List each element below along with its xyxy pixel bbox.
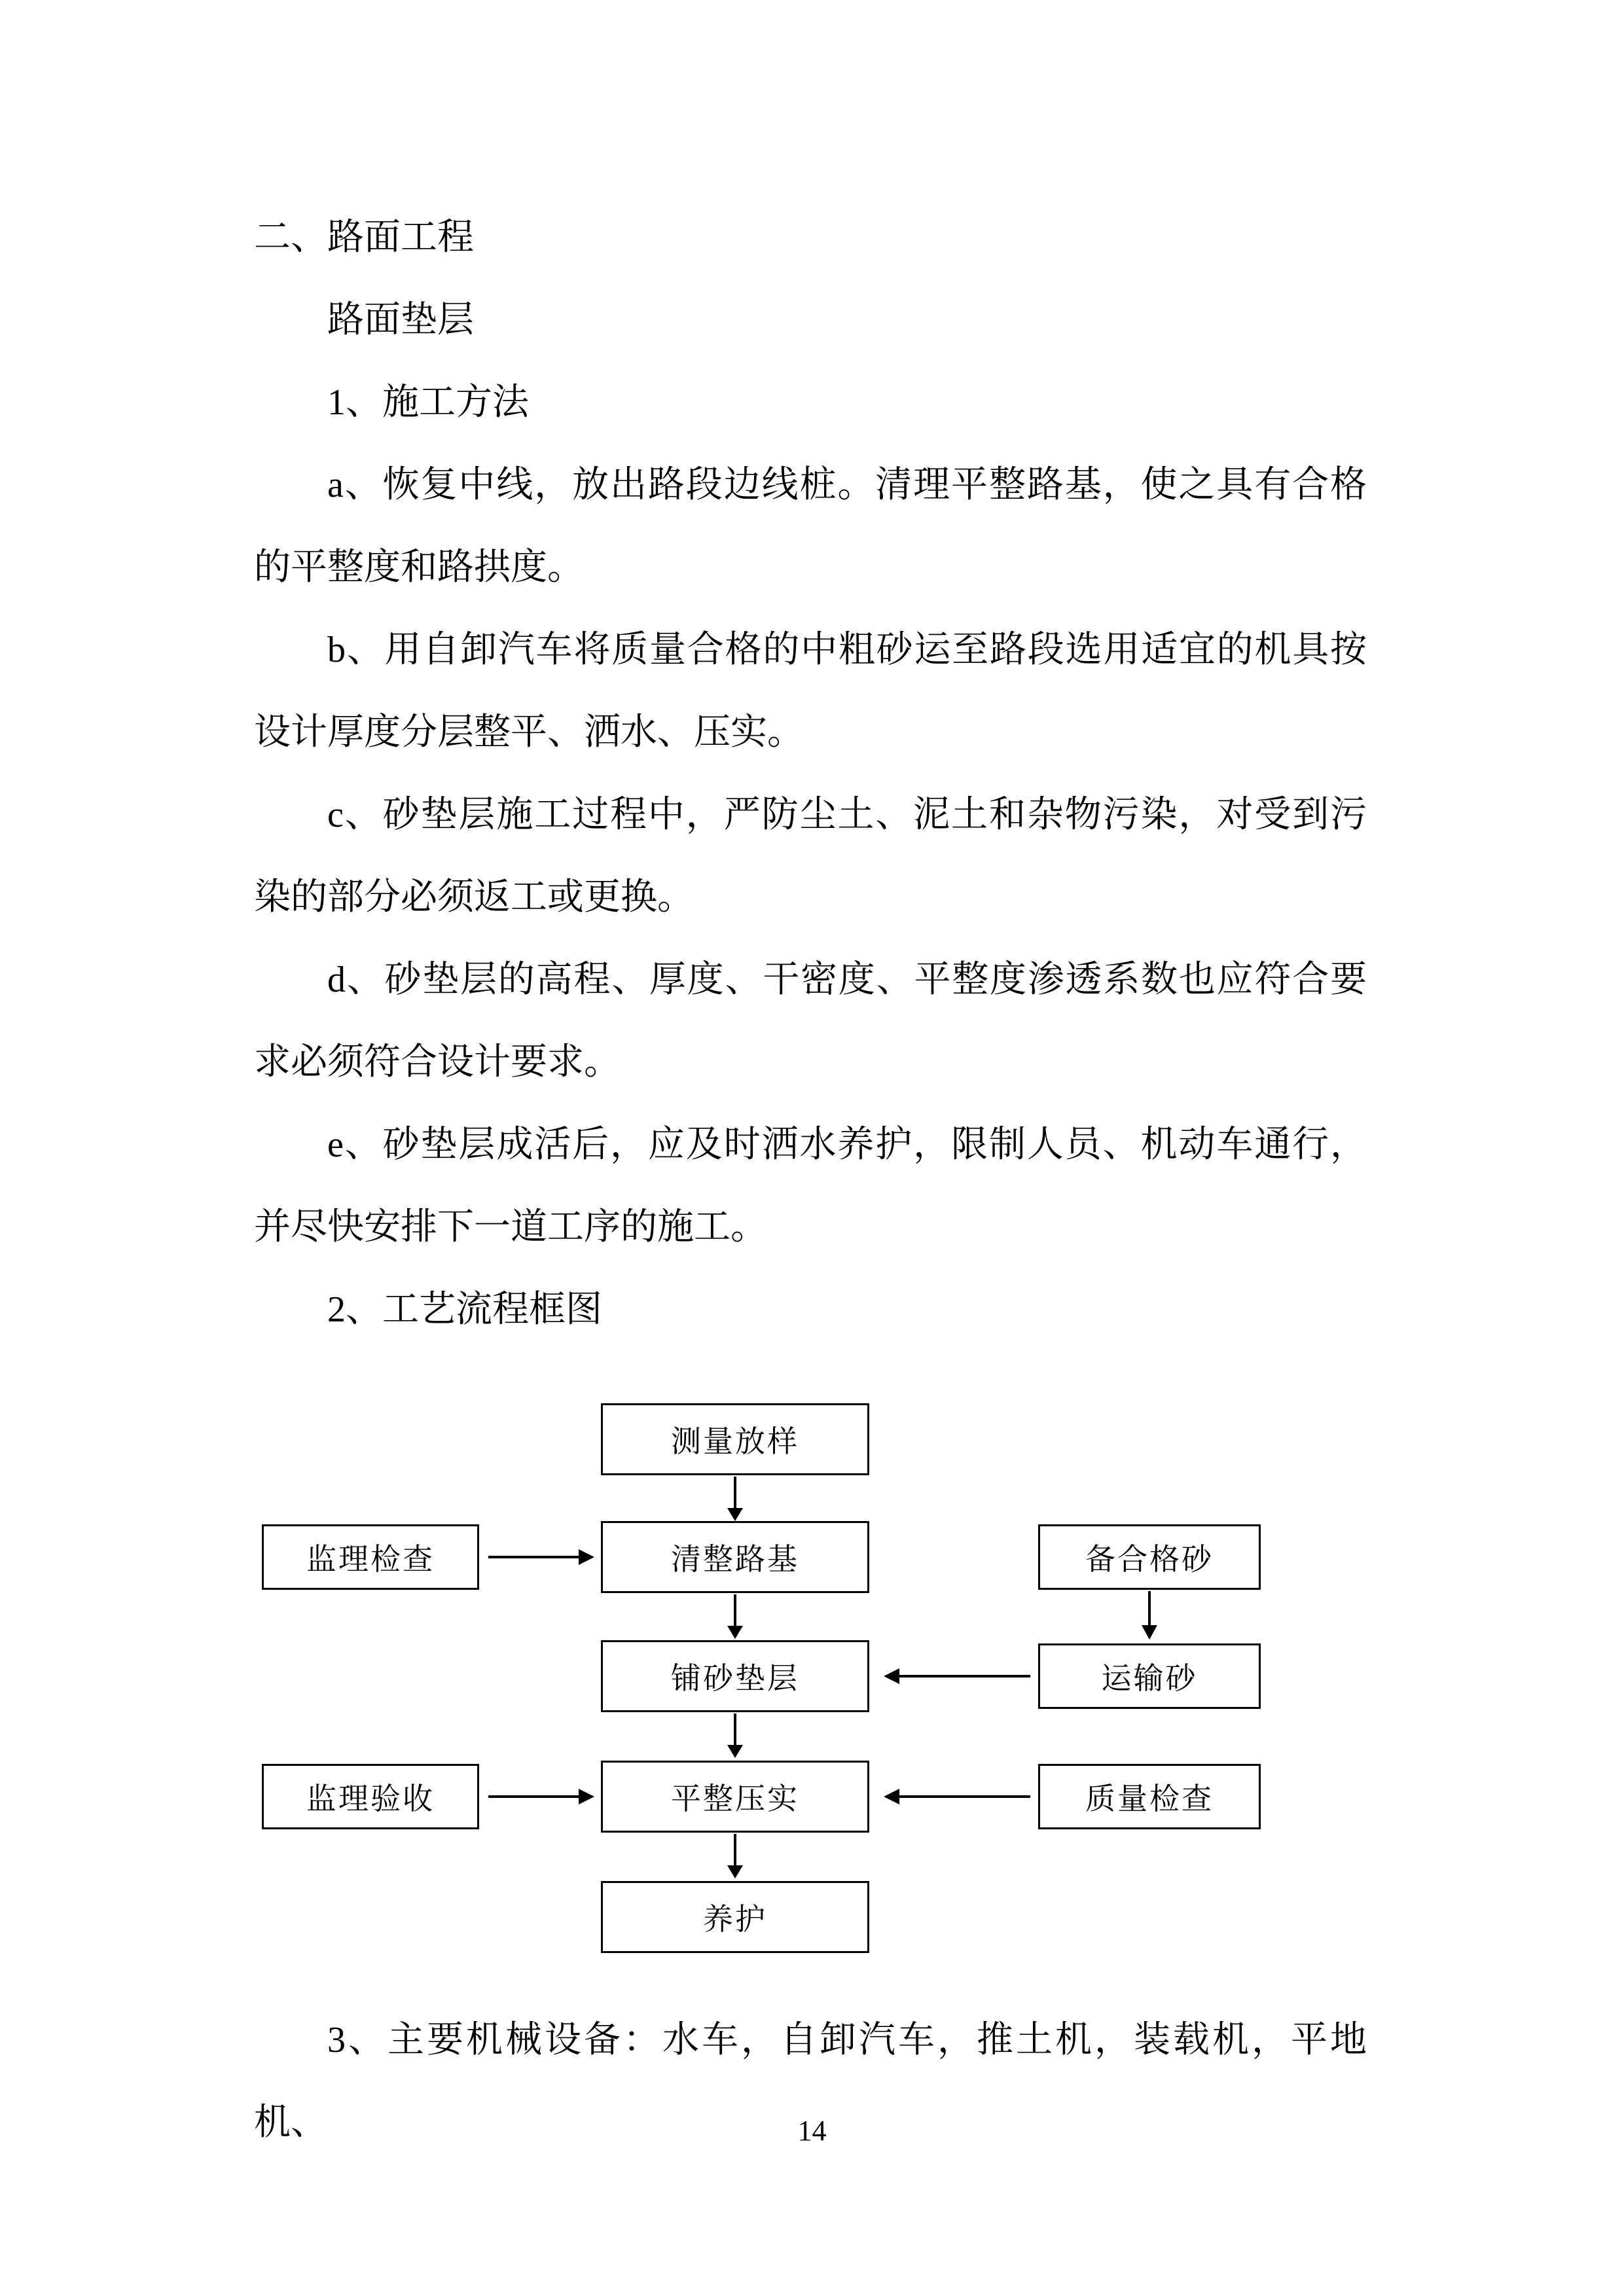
flow-box-supervision-check bbox=[262, 1524, 479, 1590]
flow-box-survey bbox=[601, 1403, 869, 1475]
flow-box-level-compact bbox=[601, 1761, 869, 1833]
flow-box-lay-sand-cushion bbox=[601, 1640, 869, 1712]
flow-box-transport-sand bbox=[1038, 1643, 1261, 1709]
paragraph-step-c: c、砂垫层施工过程中，严防尘土、泥土和杂物污染，对受到污染的部分必须返工或更换。 bbox=[254, 795, 1367, 918]
item-heading-construction-method: 1、施工方法 bbox=[327, 382, 529, 423]
arrow-supervision-check-to-clean bbox=[488, 1549, 594, 1565]
flow-box-supervision-acceptance bbox=[262, 1764, 479, 1829]
flow-box-label: 测量放样 bbox=[671, 1425, 799, 1458]
arrow-clean-to-lay bbox=[727, 1594, 743, 1639]
flow-box-label: 监理检查 bbox=[306, 1543, 435, 1576]
process-flowchart bbox=[254, 1403, 1367, 1953]
arrow-compact-to-curing bbox=[727, 1834, 743, 1878]
flow-box-label: 运输砂 bbox=[1101, 1662, 1198, 1695]
flow-box-clean-roadbed bbox=[601, 1521, 869, 1593]
arrow-lay-to-compact bbox=[727, 1713, 743, 1758]
paragraph-step-b: b、用自卸汽车将质量合格的中粗砂运至路段选用适宜的机具按设计厚度分层整平、洒水、压实。 bbox=[254, 630, 1367, 753]
flow-box-label: 清整路基 bbox=[671, 1543, 799, 1576]
paragraph-step-d: d、砂垫层的高程、厚度、干密度、平整度渗透系数也应符合要求必须符合设计要求。 bbox=[254, 960, 1367, 1083]
arrow-prepare-to-transport bbox=[1142, 1591, 1157, 1640]
paragraph-equipment: 3、主要机械设备：水车，自卸汽车，推土机，装载机，平地机、 bbox=[254, 2020, 1367, 2143]
paragraph-step-a: a、恢复中线，放出路段边线桩。清理平整路基，使之具有合格的平整度和路拱度。 bbox=[254, 465, 1367, 588]
arrow-survey-to-clean bbox=[727, 1477, 743, 1521]
item-heading-process-flow: 2、工艺流程框图 bbox=[327, 1289, 602, 1330]
arrow-quality-check-to-compact bbox=[884, 1789, 1030, 1804]
flow-box-prepare-sand bbox=[1038, 1524, 1261, 1590]
flow-box-label: 监理验收 bbox=[306, 1782, 435, 1816]
arrow-transport-to-lay bbox=[884, 1668, 1030, 1684]
flow-box-label: 备合格砂 bbox=[1085, 1543, 1214, 1576]
flow-box-label: 铺砂垫层 bbox=[671, 1662, 799, 1695]
flow-box-label: 质量检查 bbox=[1085, 1782, 1214, 1816]
paragraph-step-e: e、砂垫层成活后，应及时洒水养护，限制人员、机动车通行，并尽快安排下一道工序的施工。 bbox=[254, 1124, 1367, 1247]
flow-box-quality-check bbox=[1038, 1764, 1261, 1829]
flow-box-label: 平整压实 bbox=[671, 1782, 799, 1816]
page-number: 14 bbox=[797, 2115, 827, 2147]
flow-box-curing bbox=[601, 1881, 869, 1953]
flow-box-label: 养护 bbox=[703, 1903, 767, 1936]
section-heading-roadwork: 二、路面工程 bbox=[254, 217, 474, 258]
subsection-heading-cushion: 路面垫层 bbox=[327, 300, 474, 340]
arrow-acceptance-to-compact bbox=[488, 1789, 594, 1804]
